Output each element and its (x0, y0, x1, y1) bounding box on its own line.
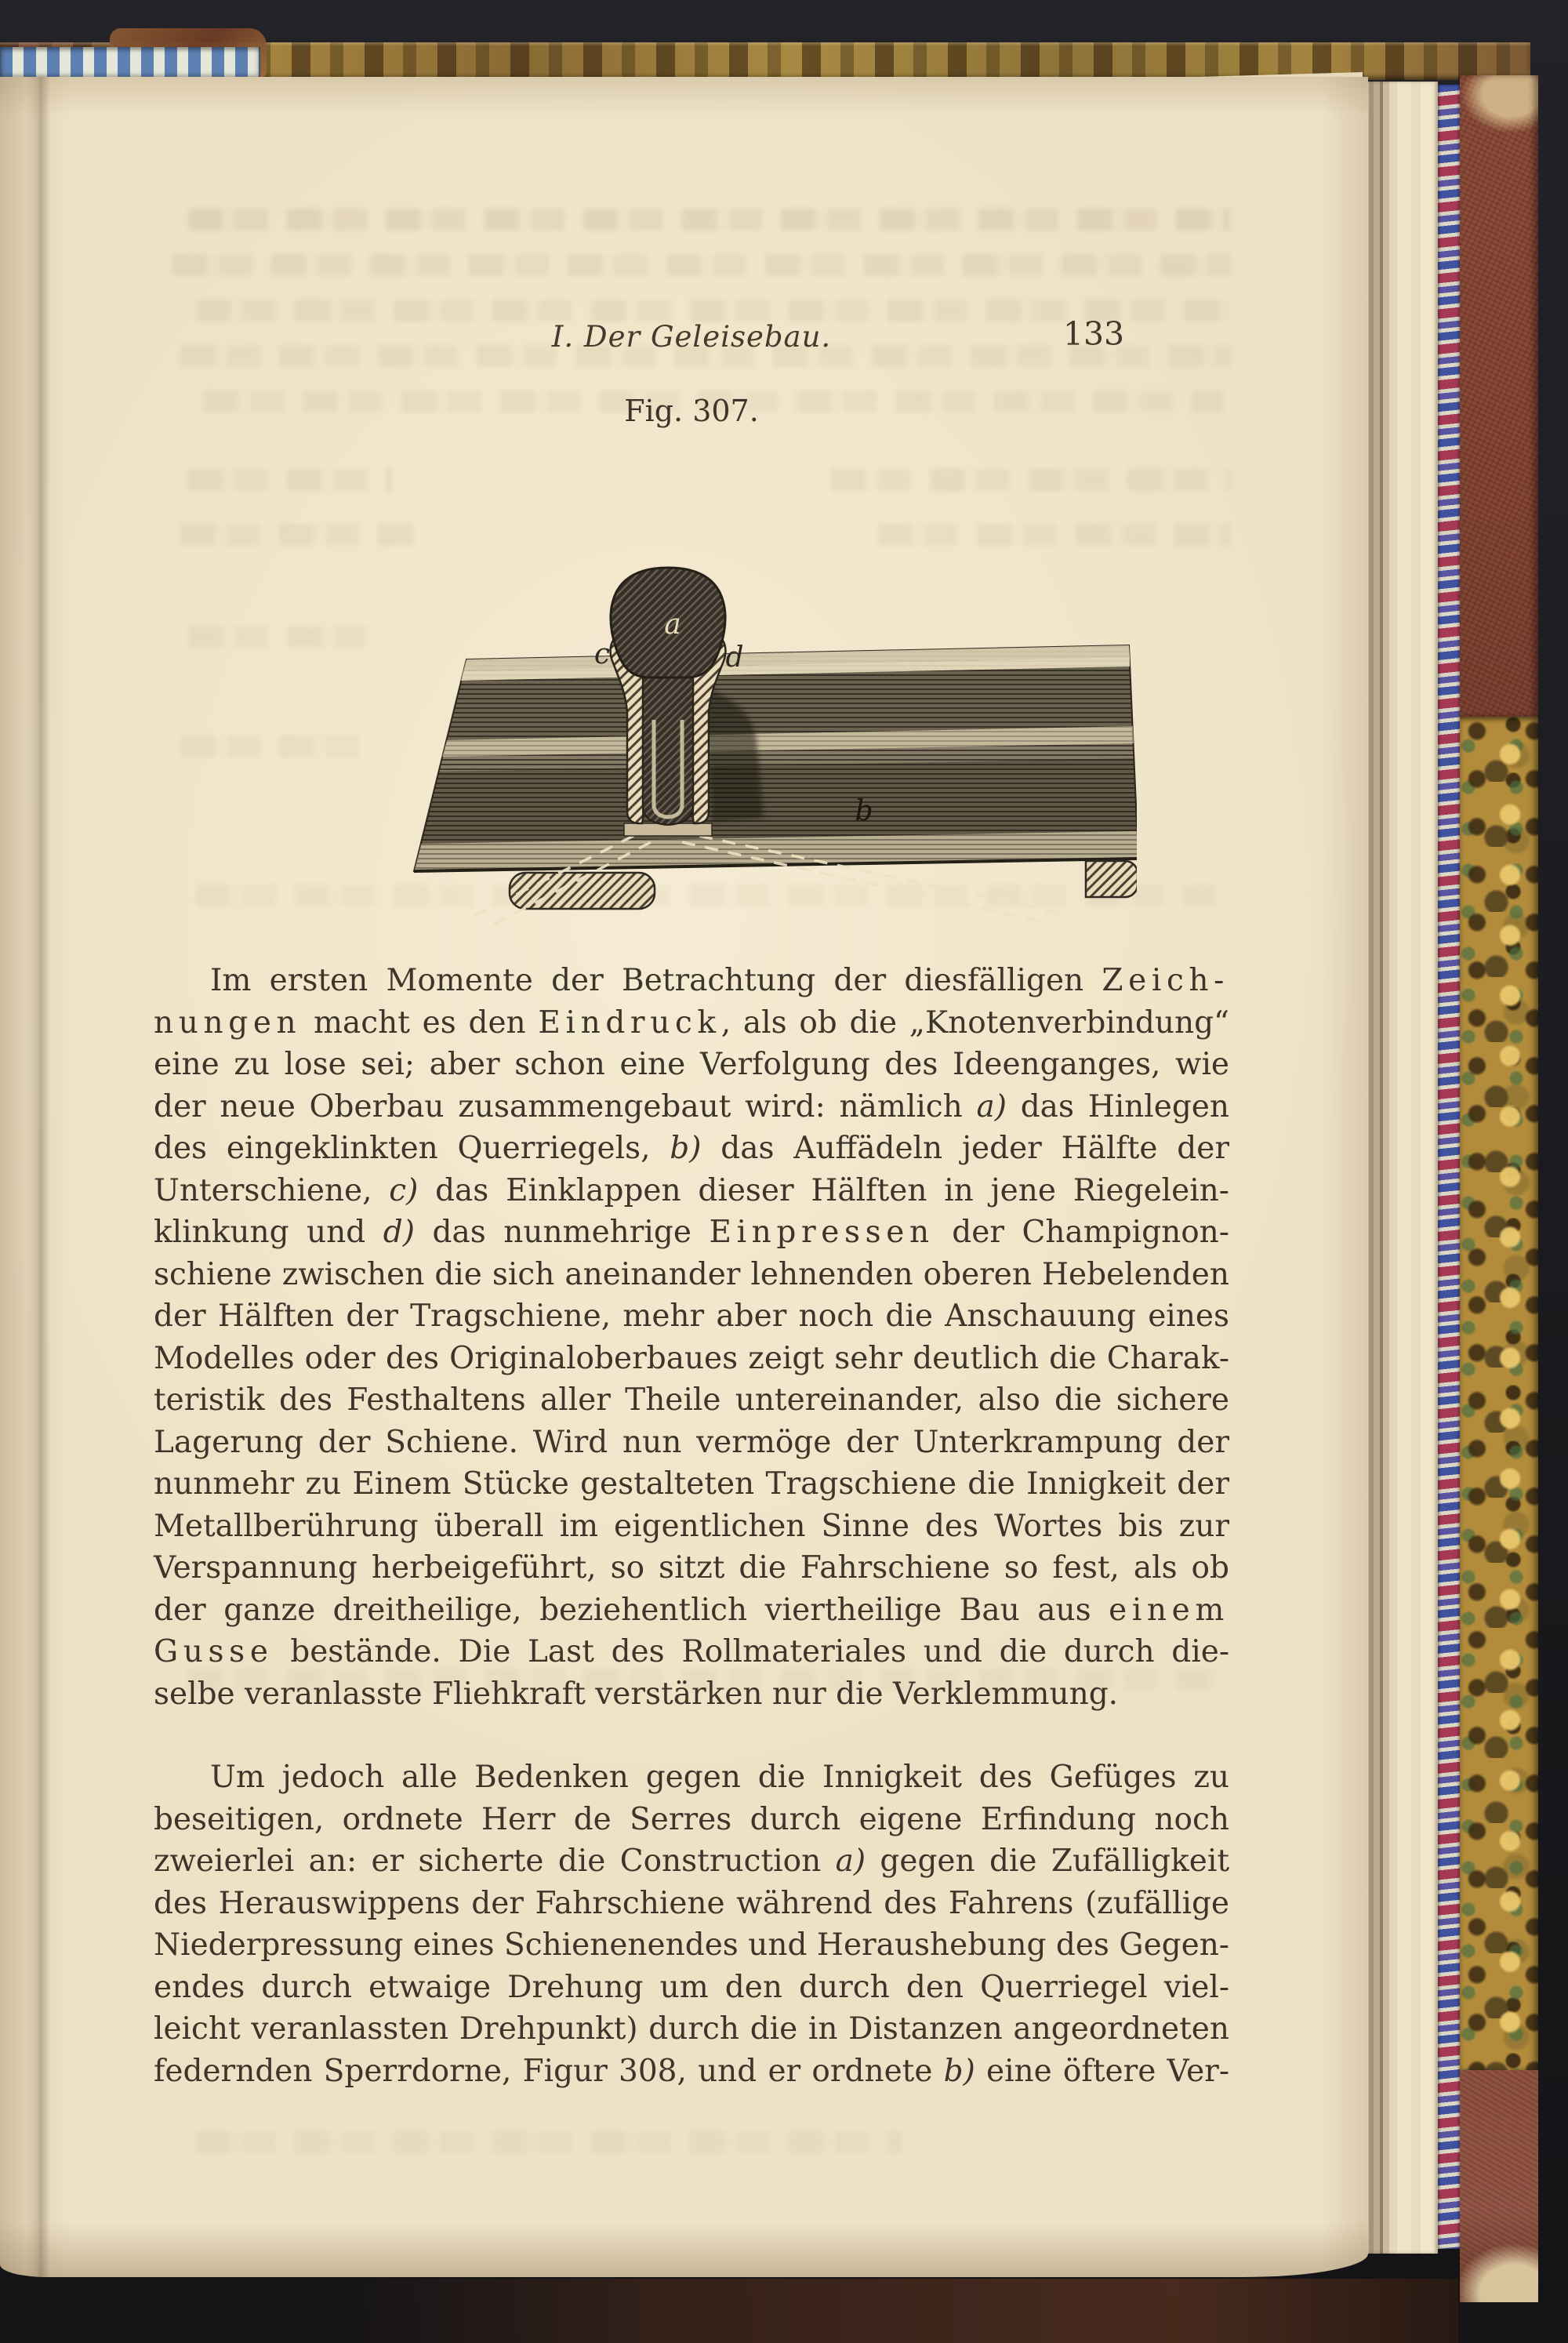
gutter-fold (27, 77, 50, 2277)
text-line: zweierlei an: er sicherte die Construction a) gegen die Zufälligkeit (154, 1844, 1229, 1879)
text-line: Um jedoch alle Bedenken gegen die Innigkeit des Gefüges zu (210, 1760, 1229, 1795)
page-number: 133 (1062, 315, 1125, 353)
text-line: Gusse bestände. Die Last des Rollmateriales und die durch die- (154, 1634, 1229, 1669)
text-line: des Herauswippens der Fahrschiene während des Fahrens (zufällige (154, 1885, 1229, 1921)
show-through (180, 524, 416, 546)
show-through (188, 469, 392, 491)
text-line: eine zu lose sei; aber schon eine Verfolgung des Ideenganges, wie (154, 1047, 1229, 1082)
text-line: teristik des Festhaltens aller Theile untereinander, also die sichere (154, 1382, 1229, 1418)
figure-307-engraving (392, 516, 1137, 928)
figure-label-a: a (664, 608, 681, 641)
text-line: endes durch etwaige Drehung um den durch den Querriegel viel- (154, 1969, 1229, 2005)
show-through (188, 626, 376, 648)
cover-marbled-paper (1460, 717, 1538, 2070)
running-head: I. Der Geleisebau. (551, 320, 832, 354)
show-through (180, 736, 361, 757)
text-line: schiene zwischen die sich aneinander lehnenden oberen Hebelenden (154, 1256, 1229, 1292)
base-plate (414, 645, 1137, 871)
text-line: Lagerung der Schiene. Wird nun vermöge der Unterkrampung der (154, 1424, 1229, 1460)
marbled-endpaper-edge (1438, 85, 1460, 2249)
paragraph-2 (154, 1756, 1229, 2092)
cover-leather-top (1460, 75, 1538, 717)
text-line: beseitigen, ordnete Herr de Serres durch eigene Erfindung noch (154, 1801, 1229, 1837)
text-line: Verspannung herbeigeführt, so sitzt die Fahrschiene so fest, als ob (154, 1550, 1229, 1586)
rail-web (643, 677, 693, 825)
figure-label-d: d (725, 641, 744, 674)
show-through (188, 209, 1231, 231)
text-line: Modelles oder des Originaloberbaues zeigt sehr deutlich die Charak- (154, 1340, 1229, 1376)
figure-caption: Fig. 307. (624, 394, 759, 428)
cover-leather-bottom-corner (1460, 2070, 1538, 2302)
show-through (172, 254, 1231, 276)
text-line: klinkung und d) das nunmehrige Einpressen der Champignon- (154, 1215, 1229, 1250)
text-line: Im ersten Momente der Betrachtung der diesfälligen Zeich- (210, 963, 1229, 998)
text-line: des eingeklinkten Querriegels, b) das Auffädeln jeder Hälfte der (154, 1131, 1229, 1166)
show-through (196, 2131, 902, 2153)
text-line: der Hälften der Tragschiene, mehr aber noch die Anschauung eines (154, 1299, 1229, 1334)
cover-bottom-edge (329, 2279, 1458, 2343)
text-line: leicht veranlassten Drehpunkt) durch die in Distanzen angeordneten (154, 2011, 1229, 2047)
base-foot-right (1086, 861, 1137, 897)
show-through (831, 469, 1231, 491)
text-line: selbe veranlasste Fliehkraft verstärken nur die Verklemmung. (154, 1676, 1119, 1712)
figure-label-c: c (593, 638, 611, 670)
text-line: der neue Oberbau zusammengebaut wird: nämlich a) das Hinlegen (154, 1088, 1230, 1124)
paragraph-1 (154, 960, 1229, 1715)
page-block-fore-edge (1363, 82, 1438, 2254)
text-line: Unterschiene, c) das Einklappen dieser Hälften in jene Riegelein- (154, 1172, 1229, 1208)
text-line: nungen macht es den Eindruck, als ob die „Knotenverbindung“ (154, 1004, 1229, 1041)
text-line: Niederpressung eines Schienenendes und Heraushebung des Gegen- (154, 1927, 1229, 1963)
figure-307 (392, 516, 1137, 928)
figure-label-b: b (855, 795, 873, 827)
text-line: der ganze dreitheilige, beziehentlich viertheilige Bau aus einem (154, 1592, 1229, 1628)
text-line: federnden Sperrdorne, Figur 308, und er ordnete b) eine öftere Ver- (154, 2053, 1229, 2089)
text-line: nunmehr zu Einem Stücke gestalteten Tragschiene die Innigkeit der (154, 1466, 1229, 1502)
cover-board-right (1460, 75, 1538, 2302)
book-page (0, 77, 1368, 2277)
text-line: Metallberührung überall im eigentlichen Sinne des Wortes bis zur (154, 1508, 1229, 1544)
